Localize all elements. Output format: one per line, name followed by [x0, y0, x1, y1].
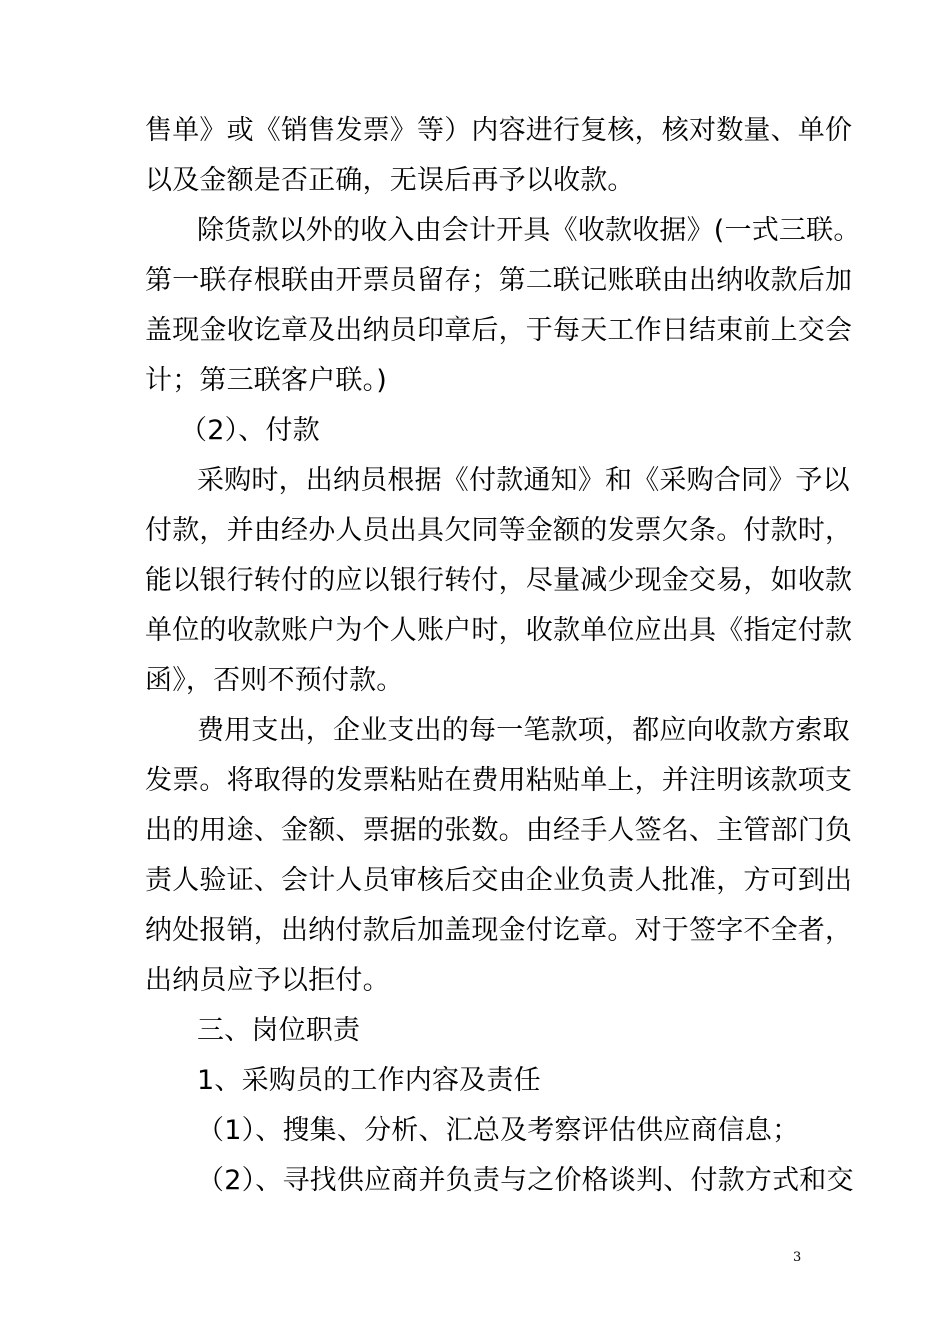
text-line: 以及金额是否正确，无误后再予以收款。	[145, 165, 635, 196]
text-line: 计；第三联客户联。)	[145, 365, 388, 396]
text-line: 出的用途、金额、票据的张数。由经手人签名、主管部门负	[145, 815, 853, 846]
section-heading: （2）、付款	[180, 415, 320, 446]
text-line: 责人验证、会计人员审核后交由企业负责人批准，方可到出	[145, 865, 853, 896]
text-line: 除货款以外的收入由会计开具《收款收据》(一式三联。	[197, 215, 861, 246]
text-line: 出纳员应予以拒付。	[145, 965, 390, 996]
section-heading: 三、岗位职责	[197, 1015, 361, 1046]
text-line: 费用支出，企业支出的每一笔款项，都应向收款方索取	[197, 715, 850, 746]
text-line: 能以银行转付的应以银行转付，尽量减少现金交易，如收款	[145, 565, 853, 596]
text-line: 纳处报销，出纳付款后加盖现金付讫章。对于签字不全者，	[145, 915, 853, 946]
page-number: 3	[793, 1250, 802, 1265]
text-line: 售单》或《销售发票》等）内容进行复核，核对数量、单价	[145, 115, 853, 146]
text-line: 盖现金收讫章及出纳员印章后，于每天工作日结束前上交会	[145, 315, 853, 346]
text-line: 采购时，出纳员根据《付款通知》和《采购合同》予以	[197, 465, 850, 496]
list-item: （1）、搜集、分析、汇总及考察评估供应商信息；	[197, 1115, 800, 1146]
text-line: 第一联存根联由开票员留存；第二联记账联由出纳收款后加	[145, 265, 853, 296]
text-line: 发票。将取得的发票粘贴在费用粘贴单上，并注明该款项支	[145, 765, 853, 796]
text-line: 函》，否则不预付款。	[145, 665, 404, 696]
text-line: 单位的收款账户为个人账户时，收款单位应出具《指定付款	[145, 615, 853, 646]
subsection-heading: 1、采购员的工作内容及责任	[197, 1065, 541, 1096]
text-line: 付款，并由经办人员出具欠同等金额的发票欠条。付款时，	[145, 515, 853, 546]
list-item: （2）、寻找供应商并负责与之价格谈判、付款方式和交	[197, 1165, 854, 1196]
